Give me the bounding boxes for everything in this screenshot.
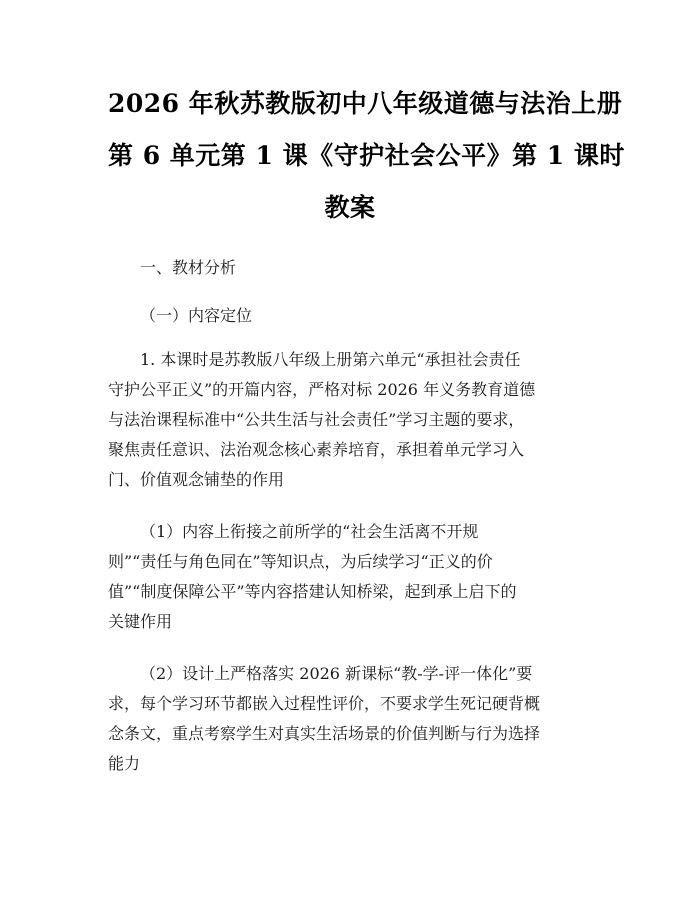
paragraph-line: 聚焦责任意识、法治观念核心素养培育，承担着单元学习入 (108, 440, 525, 459)
paragraph-content-connection (108, 517, 592, 637)
title-line: 教案 (324, 193, 376, 222)
paragraph-line: （2）设计上严格落实 2026 新课标“教-学-评一体化”要 (140, 664, 533, 683)
paragraph-line: 能力 (108, 754, 141, 773)
paragraph-line: 门、价值观念铺垫的作用 (108, 470, 285, 489)
document-title (108, 0, 625, 234)
paragraph-line: （1）内容上衔接之前所学的“社会生活离不开规 (140, 522, 479, 541)
paragraph-line: 1. 本课时是苏教版八年级上册第六单元“承担社会责任 (140, 350, 521, 369)
paragraph-line: 守护公平正义”的开篇内容，严格对标 2026 年义务教育道德 (108, 380, 536, 399)
document-body (108, 256, 592, 779)
title-line: 第 6 单元第 1 课《守护社会公平》第 1 课时 (108, 141, 625, 170)
paragraph-line: 念条文，重点考察学生对真实生活场景的价值判断与行为选择 (108, 724, 541, 743)
section-heading: 一、教材分析 (140, 258, 237, 277)
title-line: 2026 年秋苏教版初中八年级道德与法治上册 (108, 89, 623, 118)
paragraph-line: 与法治课程标准中“公共生活与社会责任”学习主题的要求， (108, 410, 525, 429)
paragraph-line: 则”“责任与角色同在”等知识点，为后续学习“正义的价 (108, 552, 493, 571)
paragraph-line: 值”“制度保障公平”等内容搭建认知桥梁，起到承上启下的 (108, 582, 517, 601)
paragraph-line: 求，每个学习环节都嵌入过程性评价，不要求学生死记硬背概 (108, 694, 541, 713)
paragraph-content-positioning (108, 345, 592, 495)
subsection-heading: （一）内容定位 (140, 306, 253, 325)
paragraph-design-approach (108, 659, 592, 779)
paragraph-line: 关键作用 (108, 612, 173, 631)
